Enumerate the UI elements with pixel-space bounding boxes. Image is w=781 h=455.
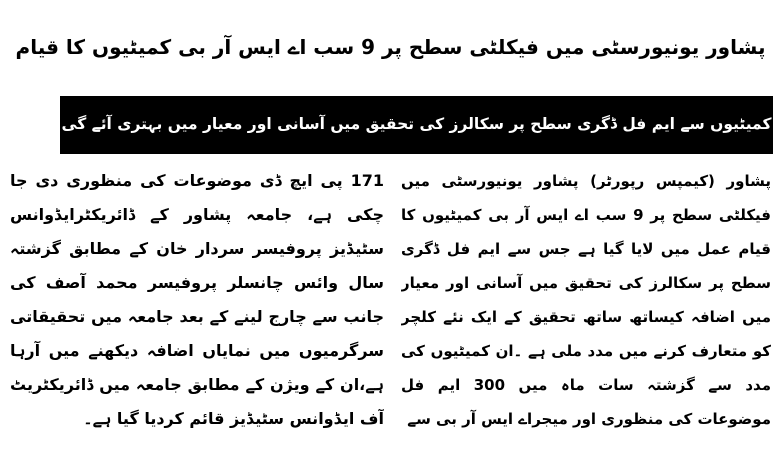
headline: پشاور یونیورسٹی میں فیکلٹی سطح پر 9 سب اے ایس آر بی کمیٹیوں کا قیام (15, 35, 766, 59)
article-column-left: 171 پی ایچ ڈی موضوعات کی منظوری دی جا چکی ہے، جامعہ پشاور کے ڈائریکٹرایڈوانس سٹیڈیز پروفیسر سردار خان کے مطابق گزشتہ سال وائس چانسلر پروفیسر محمد آصف کی جانب سے چارج لینے کے بعد جامعہ میں تحقیقاتی سرگرمیوں میں نمایاں اضافہ دیکھنے میں آرہا ہے،ان کے ویژن کے مطابق جامعہ میں ڈائریکٹریٹ آف ایڈوانس سٹیڈیز قائم کردیا گیا ہے۔ (10, 171, 384, 428)
column-gutter (392, 164, 393, 452)
article-column-right: پشاور (کیمپس رپورٹر) پشاور یونیورسٹی میں فیکلٹی سطح پر 9 سب اے ایس آر بی کمیٹیوں کا قیام عمل میں لایا گیا ہے جس سے ایم فل ڈگری سطح پر سکالرز کی تحقیق میں آسانی اور معیار میں اضافہ کیساتھ ساتھ تحقیق کے ایک نئے کلچر کو متعارف کرنے میں مدد ملی ہے ۔ان کمیٹیوں کی مدد سے گزشتہ سات ماہ میں 300 ایم فل موضوعات کی منظوری اور میجراے ایس آر بی سے (401, 172, 771, 428)
subheadline-banner: کمیٹیوں سے ایم فل ڈگری سطح پر سکالرز کی تحقیق میں آسانی اور معیار میں بہتری آئے گی (60, 96, 773, 154)
